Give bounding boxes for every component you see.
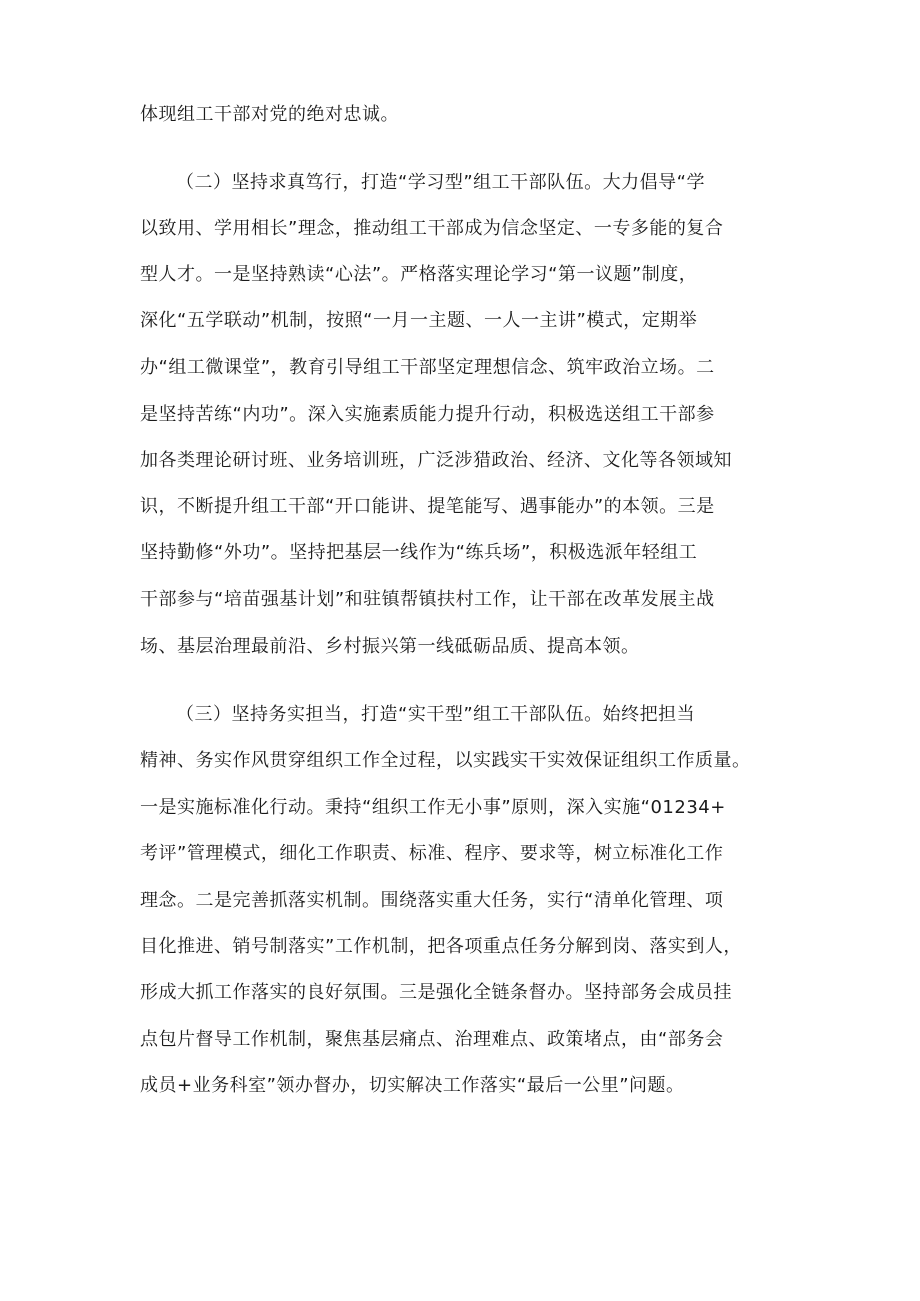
- paragraph-line: 考评”管理模式，细化工作职责、标准、程序、要求等，树立标准化工作: [140, 843, 724, 864]
- paragraph-line: 形成大抓工作落实的良好氛围。三是强化全链条督办。坚持部务会成员挂: [140, 982, 732, 1003]
- paragraph-line: 点包片督导工作机制，聚焦基层痛点、治理难点、政策堵点，由“部务会: [140, 1029, 724, 1050]
- paragraph-line: 是坚持苦练“内功”。深入实施素质能力提升行动，积极选送组工干部参: [140, 404, 715, 425]
- paragraph-line: 办“组工微课堂”，教育引导组工干部坚定理想信念、筑牢政治立场。二: [140, 357, 715, 378]
- paragraph-line: 场、基层治理最前沿、乡村振兴第一线砥砺品质、提高本领。: [140, 636, 640, 657]
- paragraph-line: 坚持勤修“外功”。坚持把基层一线作为“练兵场”，积极选派年轻组工: [140, 542, 698, 563]
- paragraph-line: 体现组工干部对党的绝对忠诚。: [140, 104, 399, 125]
- paragraph-line: 加各类理论研讨班、业务培训班，广泛涉猎政治、经济、文化等各领域知: [140, 450, 732, 471]
- paragraph-line: 型人才。一是坚持熟读“心法”。严格落实理论学习“第一议题”制度，: [140, 264, 698, 285]
- paragraph-line: 深化“五学联动”机制，按照“一月一主题、一人一主讲”模式，定期举: [140, 310, 698, 331]
- paragraph-line: （二）坚持求真笃行，打造“学习型”组工干部队伍。大力倡导“学: [176, 172, 705, 193]
- paragraph-line: （三）坚持务实担当，打造“实干型”组工干部队伍。始终把担当: [176, 704, 696, 725]
- paragraph-line: 目化推进、销号制落实”工作机制，把各项重点任务分解到岗、落实到人，: [140, 936, 742, 957]
- paragraph-line: 识，不断提升组工干部“开口能讲、提笔能写、遇事能办”的本领。三是: [140, 496, 715, 517]
- paragraph-line: 理念。二是完善抓落实机制。围绕落实重大任务，实行“清单化管理、项: [140, 890, 724, 911]
- paragraph-line: 成员+业务科室”领办督办，切实解决工作落实“最后一公里”问题。: [140, 1075, 685, 1096]
- paragraph-line: 一是实施标准化行动。秉持“组织工作无小事”原则，深入实施“01234+: [140, 797, 726, 818]
- paragraph-line: 以致用、学用相长”理念，推动组工干部成为信念坚定、一专多能的复合: [140, 218, 724, 239]
- paragraph-line: 干部参与“培苗强基计划”和驻镇帮镇扶村工作，让干部在改革发展主战: [140, 589, 715, 610]
- paragraph-line: 精神、务实作风贯穿组织工作全过程，以实践实干实效保证组织工作质量。: [140, 750, 751, 771]
